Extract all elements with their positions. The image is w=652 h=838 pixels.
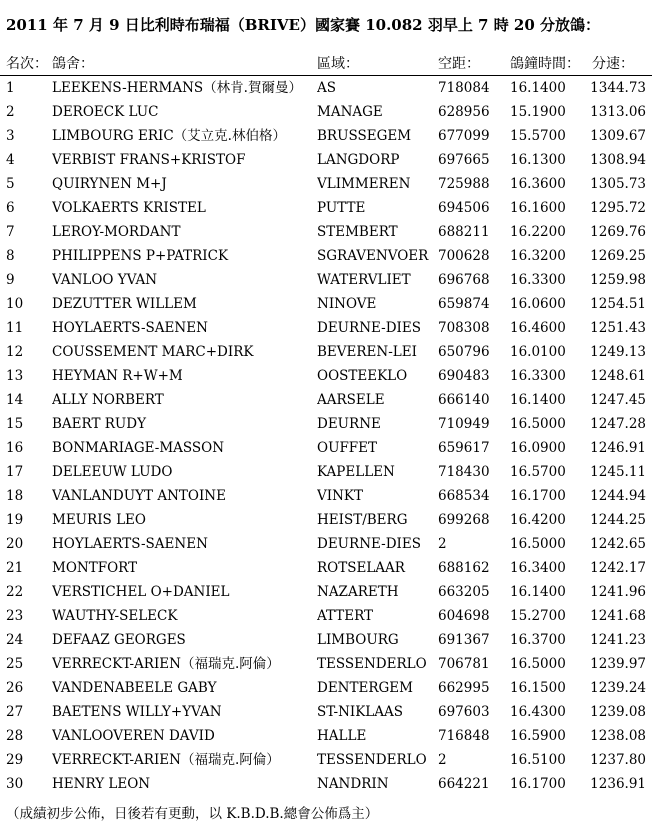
row-speed: 1269.25: [590, 248, 646, 264]
row-rank: 22: [6, 584, 24, 600]
row-rank: 16: [6, 440, 24, 456]
row-rank: 29: [6, 752, 24, 768]
row-distance: 718430: [438, 464, 490, 480]
row-distance: 697665: [438, 152, 490, 168]
row-loft-name: DELEEUW LUDO: [52, 464, 173, 480]
row-clock-time: 15.2700: [510, 608, 566, 624]
table-row: [0, 509, 652, 533]
table-row: [0, 245, 652, 269]
row-city: AARSELE: [317, 392, 385, 408]
row-loft-name: HENRY LEON: [52, 776, 151, 792]
row-loft-name: PHILIPPENS P+PATRICK: [52, 248, 229, 264]
row-loft-name: ALLY NORBERT: [52, 392, 164, 408]
row-city: WATERVLIET: [317, 272, 411, 288]
row-loft-name: VERSTICHEL O+DANIEL: [52, 584, 230, 600]
table-row: [0, 149, 652, 173]
row-clock-time: 16.5900: [510, 728, 566, 744]
column-header-name: 鴿舍：: [52, 56, 94, 72]
row-rank: 6: [6, 200, 15, 216]
row-city: KAPELLEN: [317, 464, 395, 480]
row-rank: 9: [6, 272, 15, 288]
row-distance: 628956: [438, 104, 490, 120]
table-row: [0, 653, 652, 677]
table-row: [0, 437, 652, 461]
row-rank: 11: [6, 320, 24, 336]
row-rank: 26: [6, 680, 24, 696]
table-row: [0, 173, 652, 197]
row-loft-name: HOYLAERTS-SAENEN: [52, 320, 208, 336]
row-rank: 10: [6, 296, 24, 312]
row-clock-time: 16.4300: [510, 704, 566, 720]
row-rank: 1: [6, 80, 15, 96]
table-row: [0, 461, 652, 485]
row-speed: 1241.23: [590, 632, 646, 648]
row-loft-name: BAERT RUDY: [52, 416, 147, 432]
row-speed: 1246.91: [590, 440, 646, 456]
row-rank: 30: [6, 776, 24, 792]
row-rank: 21: [6, 560, 24, 576]
table-row: [0, 221, 652, 245]
row-rank: 18: [6, 488, 24, 504]
row-clock-time: 16.2200: [510, 224, 566, 240]
row-city: SGRAVENVOER: [317, 248, 429, 264]
row-distance: 604698: [438, 608, 490, 624]
row-speed: 1249.13: [590, 344, 646, 360]
row-city: OOSTEEKLO: [317, 368, 408, 384]
row-distance: 688211: [438, 224, 490, 240]
table-row: [0, 557, 652, 581]
row-clock-time: 16.5000: [510, 416, 566, 432]
row-loft-name: VOLKAERTS KRISTEL: [52, 200, 206, 216]
table-row: [0, 125, 652, 149]
row-speed: 1244.94: [590, 488, 646, 504]
row-distance: 697603: [438, 704, 490, 720]
row-clock-time: 16.1700: [510, 776, 566, 792]
row-rank: 19: [6, 512, 24, 528]
results-table: [0, 77, 652, 797]
row-clock-time: 16.1400: [510, 80, 566, 96]
table-row: [0, 413, 652, 437]
table-row: [0, 773, 652, 797]
row-clock-time: 16.3200: [510, 248, 566, 264]
row-speed: 1313.06: [590, 104, 646, 120]
row-speed: 1239.24: [590, 680, 646, 696]
row-rank: 13: [6, 368, 24, 384]
row-loft-name: VERBIST FRANS+KRISTOF: [52, 152, 246, 168]
row-loft-name: BONMARIAGE-MASSON: [52, 440, 225, 456]
row-city: DEURNE-DIES: [317, 536, 421, 552]
row-clock-time: 16.3300: [510, 368, 566, 384]
row-loft-name: MONTFORT: [52, 560, 138, 576]
row-city: ST-NIKLAAS: [317, 704, 404, 720]
row-clock-time: 16.4600: [510, 320, 566, 336]
row-speed: 1247.28: [590, 416, 646, 432]
row-speed: 1241.96: [590, 584, 646, 600]
row-distance: 2: [438, 752, 447, 768]
row-clock-time: 16.3700: [510, 632, 566, 648]
row-rank: 4: [6, 152, 15, 168]
row-city: STEMBERT: [317, 224, 398, 240]
row-city: DENTERGEM: [317, 680, 413, 696]
column-header-distance: 空距：: [438, 56, 480, 72]
row-clock-time: 16.0900: [510, 440, 566, 456]
page-title: 2011 年 7 月 9 日比利時布瑞福（BRIVE）國家賽 10.082 羽早上 7 時 20 分放鴿：: [6, 16, 601, 34]
row-city: PUTTE: [317, 200, 366, 216]
row-speed: 1269.76: [590, 224, 646, 240]
row-city: TESSENDERLO: [317, 656, 427, 672]
row-clock-time: 16.3400: [510, 560, 566, 576]
row-clock-time: 15.1900: [510, 104, 566, 120]
row-rank: 20: [6, 536, 24, 552]
row-loft-name: QUIRYNEN M+J: [52, 176, 167, 192]
row-loft-name: VANLOO YVAN: [52, 272, 158, 288]
row-distance: 662995: [438, 680, 490, 696]
row-city: ROTSELAAR: [317, 560, 405, 576]
row-speed: 1239.97: [590, 656, 646, 672]
row-rank: 27: [6, 704, 24, 720]
row-rank: 15: [6, 416, 24, 432]
column-header-time: 鴿鐘時間：: [510, 56, 580, 72]
row-city: BEVEREN-LEI: [317, 344, 417, 360]
row-city: DEURNE: [317, 416, 381, 432]
row-clock-time: 15.5700: [510, 128, 566, 144]
row-distance: 688162: [438, 560, 490, 576]
row-city: ATTERT: [317, 608, 374, 624]
row-loft-name: WAUTHY-SELECK: [52, 608, 178, 624]
row-speed: 1254.51: [590, 296, 646, 312]
row-city: MANAGE: [317, 104, 383, 120]
row-distance: 708308: [438, 320, 490, 336]
row-distance: 677099: [438, 128, 490, 144]
footnote: （成績初步公佈，日後若有更動，以 K.B.D.B.總會公佈爲主）: [6, 806, 379, 822]
row-speed: 1237.80: [590, 752, 646, 768]
row-speed: 1295.72: [590, 200, 646, 216]
table-row: [0, 197, 652, 221]
row-city: NANDRIN: [317, 776, 389, 792]
row-distance: 663205: [438, 584, 490, 600]
row-clock-time: 16.0100: [510, 344, 566, 360]
row-distance: 716848: [438, 728, 490, 744]
row-distance: 710949: [438, 416, 490, 432]
column-header-city: 區域：: [317, 56, 359, 72]
table-row: [0, 677, 652, 701]
row-rank: 14: [6, 392, 24, 408]
row-clock-time: 16.1400: [510, 392, 566, 408]
row-clock-time: 16.5000: [510, 536, 566, 552]
row-distance: 694506: [438, 200, 490, 216]
row-speed: 1259.98: [590, 272, 646, 288]
row-loft-name: LEEKENS-HERMANS（林肯.賀爾曼）: [52, 80, 302, 96]
row-city: VLIMMEREN: [317, 176, 411, 192]
row-speed: 1305.73: [590, 176, 646, 192]
row-rank: 17: [6, 464, 24, 480]
row-distance: 696768: [438, 272, 490, 288]
row-loft-name: BAETENS WILLY+YVAN: [52, 704, 222, 720]
column-header-speed: 分速：: [592, 56, 634, 72]
row-loft-name: COUSSEMENT MARC+DIRK: [52, 344, 254, 360]
row-distance: 706781: [438, 656, 490, 672]
row-city: HALLE: [317, 728, 367, 744]
row-speed: 1239.08: [590, 704, 646, 720]
row-loft-name: VANDENABEELE GABY: [52, 680, 217, 696]
row-speed: 1244.25: [590, 512, 646, 528]
row-city: DEURNE-DIES: [317, 320, 421, 336]
table-row: [0, 269, 652, 293]
row-distance: 668534: [438, 488, 490, 504]
row-clock-time: 16.1600: [510, 200, 566, 216]
table-row: [0, 533, 652, 557]
row-distance: 691367: [438, 632, 490, 648]
column-header-rank: 名次：: [6, 56, 48, 72]
row-rank: 23: [6, 608, 24, 624]
row-city: NAZARETH: [317, 584, 399, 600]
row-speed: 1309.67: [590, 128, 646, 144]
row-clock-time: 16.5000: [510, 656, 566, 672]
row-rank: 2: [6, 104, 15, 120]
row-distance: 2: [438, 536, 447, 552]
row-distance: 664221: [438, 776, 490, 792]
row-rank: 8: [6, 248, 15, 264]
table-row: [0, 101, 652, 125]
row-rank: 3: [6, 128, 15, 144]
row-distance: 666140: [438, 392, 490, 408]
row-speed: 1247.45: [590, 392, 646, 408]
row-speed: 1248.61: [590, 368, 646, 384]
row-clock-time: 16.1700: [510, 488, 566, 504]
row-rank: 12: [6, 344, 24, 360]
row-city: VINKT: [317, 488, 363, 504]
row-loft-name: LEROY-MORDANT: [52, 224, 181, 240]
row-loft-name: DEZUTTER WILLEM: [52, 296, 197, 312]
row-distance: 700628: [438, 248, 490, 264]
table-row: [0, 77, 652, 101]
row-loft-name: LIMBOURG ERIC（艾立克.林伯格）: [52, 128, 286, 144]
row-clock-time: 16.5700: [510, 464, 566, 480]
row-city: LIMBOURG: [317, 632, 399, 648]
row-speed: 1238.08: [590, 728, 646, 744]
row-city: LANGDORP: [317, 152, 400, 168]
row-city: TESSENDERLO: [317, 752, 427, 768]
row-clock-time: 16.5100: [510, 752, 566, 768]
header-divider: [0, 75, 652, 76]
row-clock-time: 16.4200: [510, 512, 566, 528]
row-rank: 28: [6, 728, 24, 744]
row-rank: 7: [6, 224, 15, 240]
row-distance: 659617: [438, 440, 490, 456]
row-speed: 1242.65: [590, 536, 646, 552]
table-row: [0, 725, 652, 749]
row-loft-name: HEYMAN R+W+M: [52, 368, 183, 384]
row-rank: 5: [6, 176, 15, 192]
row-distance: 650796: [438, 344, 490, 360]
row-loft-name: VANLOOVEREN DAVID: [52, 728, 215, 744]
table-row: [0, 389, 652, 413]
table-row: [0, 629, 652, 653]
row-clock-time: 16.1500: [510, 680, 566, 696]
row-loft-name: DEROECK LUC: [52, 104, 159, 120]
row-speed: 1241.68: [590, 608, 646, 624]
row-speed: 1344.73: [590, 80, 646, 96]
table-row: [0, 485, 652, 509]
row-loft-name: VERRECKT-ARIEN（福瑞克.阿倫）: [52, 752, 280, 768]
row-loft-name: DEFAAZ GEORGES: [52, 632, 186, 648]
row-city: BRUSSEGEM: [317, 128, 412, 144]
table-row: [0, 605, 652, 629]
row-distance: 659874: [438, 296, 490, 312]
table-row: [0, 749, 652, 773]
table-row: [0, 365, 652, 389]
row-clock-time: 16.3600: [510, 176, 566, 192]
row-distance: 699268: [438, 512, 490, 528]
row-speed: 1245.11: [590, 464, 646, 480]
row-distance: 718084: [438, 80, 490, 96]
row-distance: 690483: [438, 368, 490, 384]
row-speed: 1251.43: [590, 320, 646, 336]
row-loft-name: HOYLAERTS-SAENEN: [52, 536, 208, 552]
table-row: [0, 293, 652, 317]
table-row: [0, 317, 652, 341]
row-clock-time: 16.1400: [510, 584, 566, 600]
table-row: [0, 341, 652, 365]
table-row: [0, 701, 652, 725]
row-clock-time: 16.3300: [510, 272, 566, 288]
row-speed: 1236.91: [590, 776, 646, 792]
row-speed: 1242.17: [590, 560, 646, 576]
row-clock-time: 16.0600: [510, 296, 566, 312]
row-loft-name: VANLANDUYT ANTOINE: [52, 488, 226, 504]
table-row: [0, 581, 652, 605]
row-clock-time: 16.1300: [510, 152, 566, 168]
table-header: [0, 54, 652, 74]
row-speed: 1308.94: [590, 152, 646, 168]
row-city: HEIST/BERG: [317, 512, 408, 528]
row-distance: 725988: [438, 176, 490, 192]
row-loft-name: MEURIS LEO: [52, 512, 146, 528]
row-city: NINOVE: [317, 296, 377, 312]
row-rank: 24: [6, 632, 24, 648]
row-loft-name: VERRECKT-ARIEN（福瑞克.阿倫）: [52, 656, 280, 672]
row-city: AS: [317, 80, 336, 96]
row-rank: 25: [6, 656, 24, 672]
row-city: OUFFET: [317, 440, 378, 456]
